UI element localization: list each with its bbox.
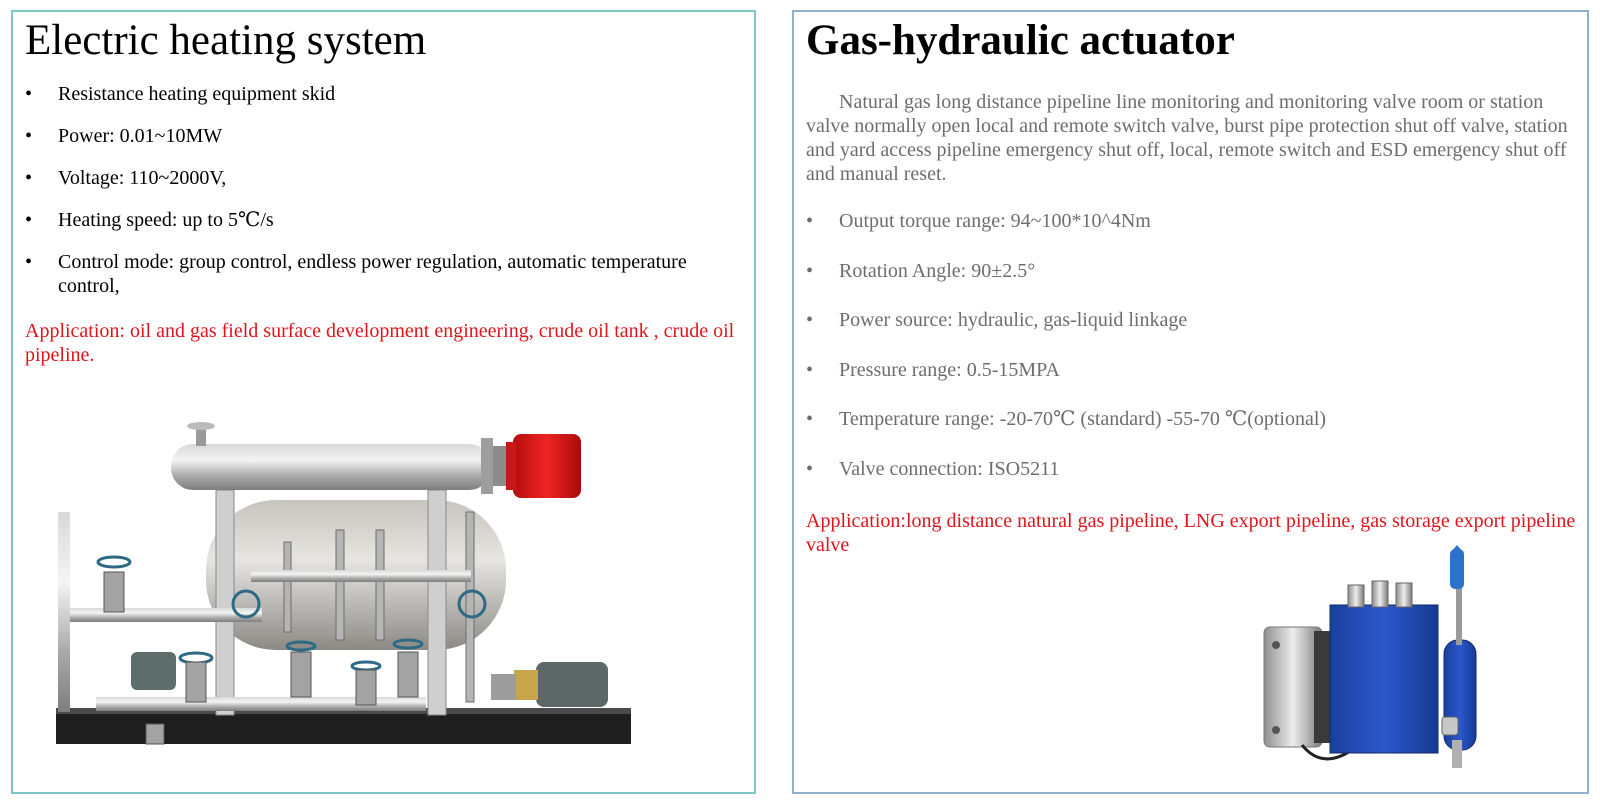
list-item xyxy=(806,407,1566,431)
spec-list xyxy=(25,82,725,316)
bullet-icon: • xyxy=(806,358,814,381)
list-item xyxy=(806,457,1566,481)
spec-text: Resistance heating equipment skid xyxy=(58,83,336,105)
spec-text: Valve connection: ISO5211 xyxy=(839,457,1060,480)
bullet-icon: • xyxy=(25,209,33,231)
bullet-icon: • xyxy=(25,125,33,147)
spec-text: Temperature range: -20-70℃ (standard) -55-70 ℃(optional) xyxy=(839,408,1327,430)
application-text: Application:long distance natural gas pipeline, LNG export pipeline, gas storage export pipeline valve xyxy=(806,510,1576,556)
list-item xyxy=(25,250,725,298)
bullet-icon: • xyxy=(806,210,814,232)
list-item xyxy=(806,358,1566,382)
spec-text: Control mode: group control, endless power regulation, automatic temperature control, xyxy=(58,251,687,297)
bullet-icon: • xyxy=(806,408,814,430)
spec-text: Rotation Angle: 90±2.5° xyxy=(839,259,1036,282)
list-item xyxy=(25,82,725,106)
list-item xyxy=(806,308,1566,332)
intro-paragraph: Natural gas long distance pipeline line monitoring and monitoring valve room or station valve normally open local and remote switch valve, burst pipe protection shut off valve, station and yard access pipeline emergency shut off, local, remote switch and ESD emergency shut off and manual reset. xyxy=(806,91,1568,185)
spec-list xyxy=(806,209,1566,506)
gas-hydraulic-actuator-photo xyxy=(1262,545,1510,773)
panel-title: Gas-hydraulic actuator xyxy=(806,17,1235,64)
bullet-icon: • xyxy=(806,309,814,331)
spec-text: Voltage: 110~2000V, xyxy=(58,167,227,189)
bullet-icon: • xyxy=(806,259,814,282)
list-item xyxy=(806,259,1566,283)
list-item xyxy=(806,209,1566,233)
electric-heater-skid-photo xyxy=(36,412,646,772)
list-item xyxy=(25,166,725,190)
list-item xyxy=(25,208,725,232)
bullet-icon: • xyxy=(25,83,33,105)
spec-text: Heating speed: up to 5℃/s xyxy=(58,209,274,231)
spec-text: Output torque range: 94~100*10^4Nm xyxy=(839,210,1151,232)
spec-text: Pressure range: 0.5-15MPA xyxy=(839,358,1060,381)
panel-title: Electric heating system xyxy=(25,17,427,64)
application-text: Application: oil and gas field surface development engineering, crude oil tank , crude oil pipeline. xyxy=(25,320,735,366)
bullet-icon: • xyxy=(806,457,814,480)
spec-text: Power: 0.01~10MW xyxy=(58,125,223,147)
bullet-icon: • xyxy=(25,167,33,189)
bullet-icon: • xyxy=(25,251,33,273)
list-item xyxy=(25,124,725,148)
spec-text: Power source: hydraulic, gas-liquid linkage xyxy=(839,309,1188,331)
